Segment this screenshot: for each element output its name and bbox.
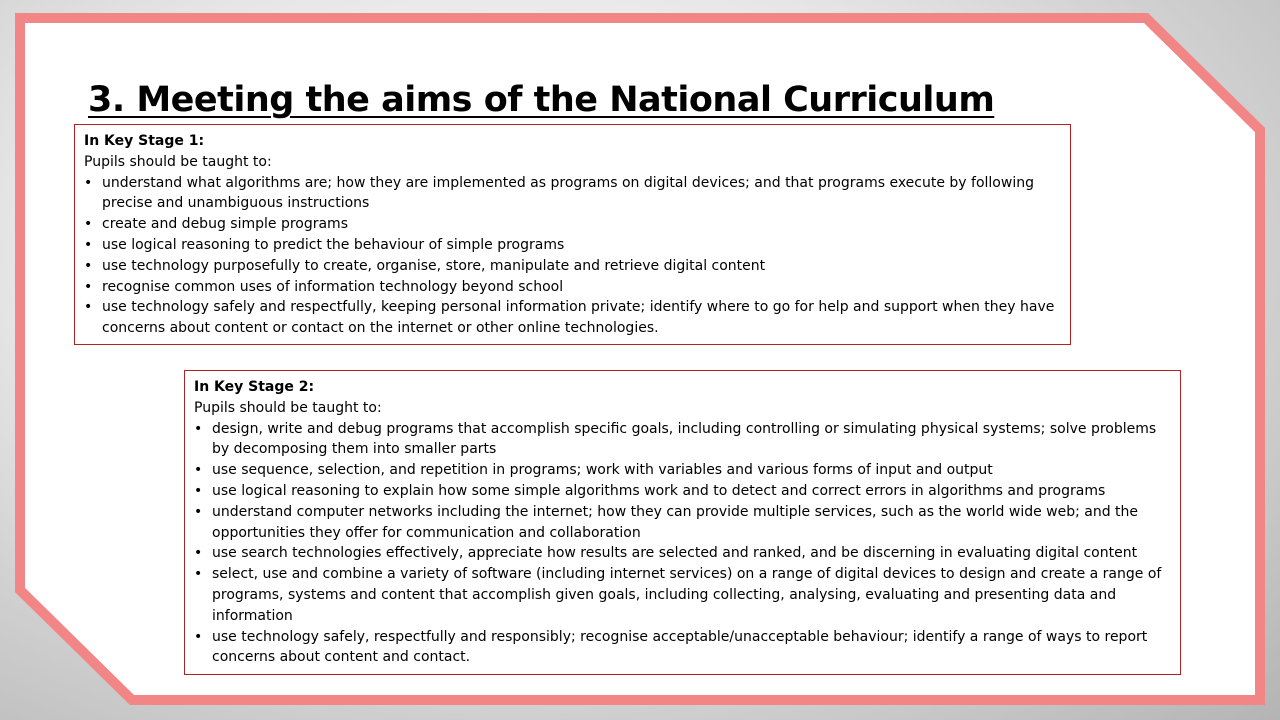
list-item: • use search technologies effectively, appreciate how results are selected and ranked, and be discerning in evaluating digital content [194,543,1172,564]
list-item: • use logical reasoning to predict the behaviour of simple programs [84,235,1062,256]
key-stage-2-intro: Pupils should be taught to: [194,399,382,416]
list-item: • create and debug simple programs [84,214,1062,235]
key-stage-2-box [184,370,1181,675]
slide-title: 3. Meeting the aims of the National Curriculum [88,80,995,120]
key-stage-1-list [84,173,1062,339]
list-item: • use sequence, selection, and repetition in programs; work with variables and various forms of input and output [194,460,1172,481]
list-item: • use logical reasoning to explain how some simple algorithms work and to detect and correct errors in algorithms and programs [194,481,1172,502]
key-stage-1-intro: Pupils should be taught to: [84,153,272,170]
list-item: • select, use and combine a variety of software (including internet services) on a range of digital devices to design and create a range of programs, systems and content that accomplish given goals, including collecting, analysing, evaluating and presenting data and information [194,564,1172,626]
key-stage-1-heading: In Key Stage 1: [84,133,205,149]
list-item: • understand what algorithms are; how they are implemented as programs on digital devices; and that programs execute by following precise and unambiguous instructions [84,173,1062,215]
key-stage-2-list [194,419,1172,669]
key-stage-1-box [74,124,1071,345]
list-item: • design, write and debug programs that accomplish specific goals, including controlling or simulating physical systems; solve problems by decomposing them into smaller parts [194,419,1172,461]
list-item: • use technology safely and respectfully, keeping personal information private; identify where to go for help and support when they have concerns about content or contact on the internet or other online technologies. [84,297,1062,339]
list-item: • use technology purposefully to create, organise, store, manipulate and retrieve digital content [84,256,1062,277]
list-item: • use technology safely, respectfully and responsibly; recognise acceptable/unacceptable behaviour; identify a range of ways to report concerns about content and contact. [194,627,1172,669]
list-item: • recognise common uses of information technology beyond school [84,277,1062,298]
key-stage-2-heading: In Key Stage 2: [194,379,315,395]
list-item: • understand computer networks including the internet; how they can provide multiple services, such as the world wide web; and the opportunities they offer for communication and collaboration [194,502,1172,544]
